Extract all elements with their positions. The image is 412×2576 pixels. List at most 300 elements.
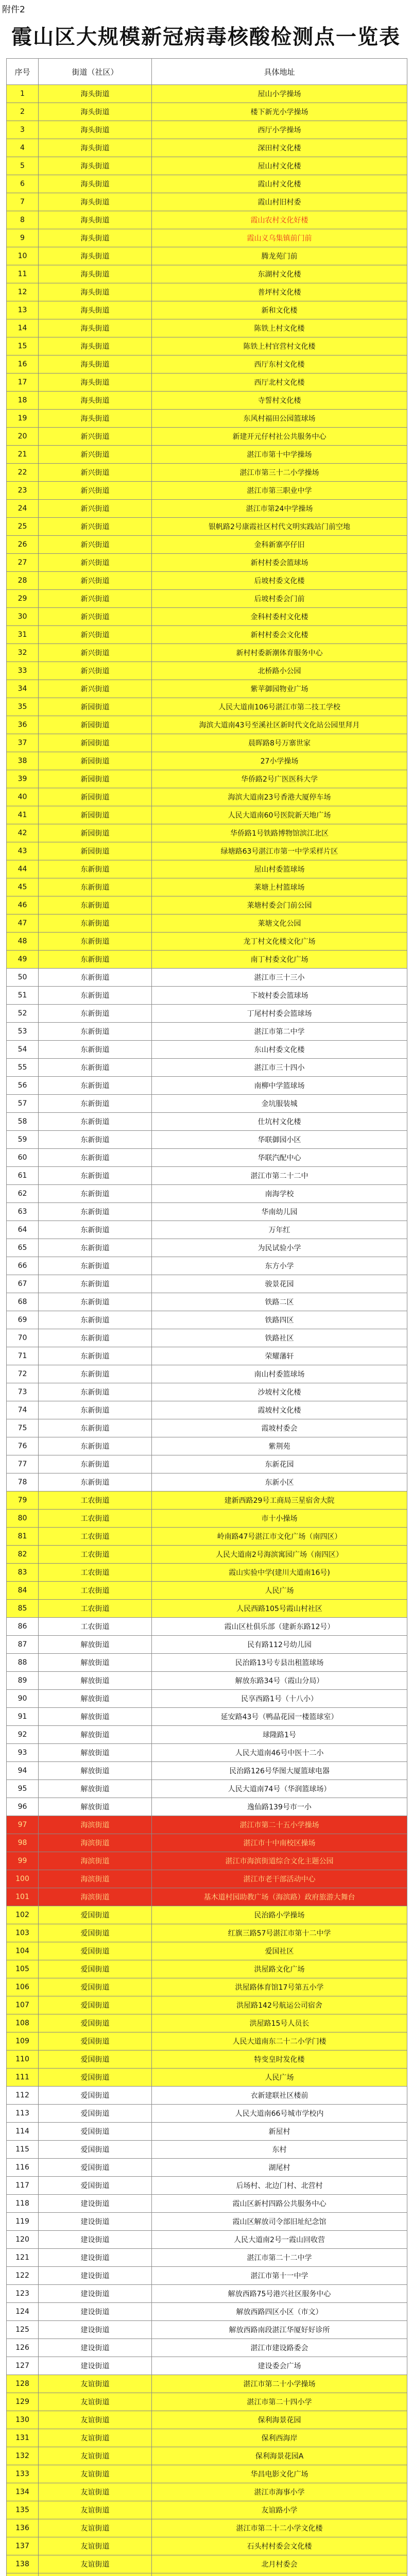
cell-serial-number: 50 [7,969,39,987]
table-row [7,680,407,698]
cell-address: 洪屋路142号航运公司宿舍 [152,1996,407,2014]
table-row [7,1762,407,1780]
cell-serial-number: 99 [7,1852,39,1870]
table-row [7,2339,407,2357]
cell-address: 丁尾村村委会篮球场 [152,1005,407,1023]
table-row [7,1960,407,1978]
cell-serial-number: 21 [7,446,39,464]
cell-serial-number: 122 [7,2267,39,2285]
cell-street: 爱国街道 [39,2159,152,2177]
cell-serial-number: 16 [7,355,39,374]
cell-address: 新村村委会文化楼 [152,626,407,644]
cell-serial-number: 20 [7,428,39,446]
cell-street: 友谊街道 [39,2501,152,2519]
table-row [7,608,407,626]
table-row [7,734,407,752]
cell-address: 晨晖路8号万寨世家 [152,734,407,752]
cell-street: 新兴街道 [39,536,152,554]
cell-street: 东新街道 [39,860,152,878]
table-row [7,1924,407,1942]
cell-serial-number: 133 [7,2465,39,2483]
cell-serial-number: 4 [7,139,39,157]
cell-address: 人民大道南106号湛江市第二技工学校 [152,698,407,716]
cell-serial-number: 106 [7,1978,39,1996]
cell-street: 东新街道 [39,1437,152,1455]
cell-address: 岭南路47号湛江市文化广场（南四区） [152,1528,407,1546]
cell-address: 霞山区新村四路公共服务中心 [152,2195,407,2213]
cell-street: 海头街道 [39,229,152,247]
cell-serial-number: 22 [7,464,39,482]
cell-serial-number: 89 [7,1672,39,1690]
cell-serial-number: 88 [7,1654,39,1672]
cell-serial-number: 76 [7,1437,39,1455]
cell-address: 洪屋路文化广场 [152,1960,407,1978]
table-row [7,1726,407,1744]
cell-address: 海滨大道南23号香港大厦停车场 [152,788,407,806]
cell-serial-number: 2 [7,103,39,121]
cell-address: 后坡村委会门前 [152,590,407,608]
table-row [7,121,407,139]
table-header-row [7,59,407,85]
cell-address: 东新花园 [152,1455,407,1473]
cell-address: 后场村、北边门村、北营村 [152,2177,407,2195]
cell-address: 后坡村委文化楼 [152,572,407,590]
cell-street: 工农街道 [39,1492,152,1510]
cell-serial-number: 117 [7,2177,39,2195]
cell-address: 湛江市第二十二小学文化楼 [152,2519,407,2537]
cell-serial-number: 118 [7,2195,39,2213]
table-row [7,2411,407,2429]
cell-address: 南山村委篮球场 [152,1365,407,1383]
cell-street: 爱国街道 [39,2050,152,2069]
cell-address: 人民西路105号霞山村社区 [152,1600,407,1618]
cell-serial-number: 5 [7,157,39,175]
cell-address: 铁路四区 [152,1311,407,1329]
table-row [7,1401,407,1419]
cell-serial-number: 68 [7,1293,39,1311]
cell-serial-number: 73 [7,1383,39,1401]
cell-serial-number: 116 [7,2159,39,2177]
cell-address: 球隆路1号 [152,1726,407,1744]
cell-street: 海头街道 [39,193,152,211]
table-row [7,482,407,500]
cell-serial-number: 60 [7,1149,39,1167]
cell-street: 新园街道 [39,770,152,788]
cell-street: 新兴街道 [39,428,152,446]
cell-serial-number: 103 [7,1924,39,1942]
table-row [7,914,407,933]
cell-address: 陈铁上村文化楼 [152,319,407,337]
cell-address: 湛江市老干部活动中心 [152,1870,407,1888]
cell-serial-number: 38 [7,752,39,770]
cell-address: 铁路社区 [152,1329,407,1347]
cell-serial-number: 75 [7,1419,39,1437]
cell-street: 东新街道 [39,1311,152,1329]
cell-serial-number: 119 [7,2213,39,2231]
cell-street: 爱国街道 [39,2141,152,2159]
cell-street: 爱国街道 [39,1978,152,1996]
cell-address: 南柳中学篮球场 [152,1077,407,1095]
cell-address: 龙丁村文化楼文化广场 [152,933,407,951]
cell-street: 新兴街道 [39,608,152,626]
table-row [7,554,407,572]
table-row [7,2519,407,2537]
cell-address: 湛江市第二中学 [152,1023,407,1041]
cell-serial-number: 66 [7,1257,39,1275]
cell-serial-number: 6 [7,175,39,193]
cell-street: 爱国街道 [39,2123,152,2141]
attachment-label: 附件2 [2,5,25,15]
cell-address: 解放西路四区小区（市文） [152,2303,407,2321]
cell-address: 西厅小学操场 [152,121,407,139]
cell-address: 逸仙路139号市一小 [152,1798,407,1816]
cell-address: 东湖村文化楼 [152,265,407,283]
table-row [7,410,407,428]
cell-address: 腾龙苑门前 [152,247,407,265]
table-row [7,518,407,536]
table-row [7,175,407,193]
table-row [7,446,407,464]
cell-street: 工农街道 [39,1546,152,1564]
cell-serial-number: 15 [7,337,39,355]
cell-serial-number: 129 [7,2393,39,2411]
cell-serial-number: 93 [7,1744,39,1762]
cell-address: 石头村村委会文化楼 [152,2537,407,2555]
table-row [7,2159,407,2177]
cell-street: 新园街道 [39,806,152,824]
table-row [7,1095,407,1113]
cell-street: 东新街道 [39,1203,152,1221]
cell-serial-number: 3 [7,121,39,139]
cell-serial-number: 67 [7,1275,39,1293]
table-row [7,1546,407,1564]
cell-street: 新园街道 [39,716,152,734]
cell-serial-number: 8 [7,211,39,229]
cell-address: 27小学操场 [152,752,407,770]
table-row [7,896,407,914]
cell-street: 友谊街道 [39,2465,152,2483]
cell-street: 海滨街道 [39,1870,152,1888]
cell-address: 解放西路75号港兴社区服务中心 [152,2285,407,2303]
cell-address: 东方小学 [152,1257,407,1275]
cell-address: 解放东路34号（霞山分局） [152,1672,407,1690]
table-row [7,662,407,680]
cell-serial-number: 123 [7,2285,39,2303]
cell-address: 新和文化楼 [152,301,407,319]
table-row [7,1888,407,1906]
cell-address: 霞山村文化楼 [152,175,407,193]
cell-street: 友谊街道 [39,2429,152,2447]
cell-address: 湛江市第十中学操场 [152,446,407,464]
cell-serial-number: 29 [7,590,39,608]
cell-serial-number: 30 [7,608,39,626]
table-row [7,500,407,518]
cell-address: 霞山区解放司令部旧址纪念馆 [152,2213,407,2231]
cell-street: 新园街道 [39,824,152,842]
cell-address: 保利海景花园 [152,2411,407,2429]
cell-serial-number: 27 [7,554,39,572]
cell-serial-number: 97 [7,1816,39,1834]
table-row [7,2573,407,2576]
cell-address: 湛江市第二十二中 [152,1167,407,1185]
table-row [7,1347,407,1365]
cell-serial-number: 71 [7,1347,39,1365]
table-row [7,374,407,392]
cell-serial-number: 58 [7,1113,39,1131]
header-address: 具体地址 [152,59,407,85]
cell-address: 楼下新光小学操场 [152,103,407,121]
table-row [7,1798,407,1816]
cell-street: 东新街道 [39,1149,152,1167]
cell-address: 爱国社区 [152,1942,407,1960]
table-row [7,157,407,175]
cell-street: 解放街道 [39,1762,152,1780]
cell-street: 新兴街道 [39,500,152,518]
cell-serial-number: 56 [7,1077,39,1095]
table-row [7,770,407,788]
cell-street: 工农街道 [39,1510,152,1528]
cell-serial-number: 121 [7,2249,39,2267]
table-row [7,2447,407,2465]
cell-serial-number: 92 [7,1726,39,1744]
cell-street: 新兴街道 [39,626,152,644]
table-row [7,337,407,355]
cell-address: 南海学校 [152,1185,407,1203]
cell-street: 新兴街道 [39,482,152,500]
header-serial-number: 序号 [7,59,39,85]
cell-street: 东新街道 [39,1239,152,1257]
cell-street: 建设街道 [39,2231,152,2249]
table-row [7,1005,407,1023]
cell-street: 东新街道 [39,951,152,969]
cell-serial-number: 70 [7,1329,39,1347]
cell-address: 金科村委村文化楼 [152,608,407,626]
table-row [7,428,407,446]
cell-serial-number: 64 [7,1221,39,1239]
table-row [7,301,407,319]
table-row [7,247,407,265]
cell-serial-number: 7 [7,193,39,211]
cell-street: 东新街道 [39,1473,152,1492]
cell-address: 洪屋路体育馆17号第五小学 [152,1978,407,1996]
table-row [7,969,407,987]
cell-street: 海滨街道 [39,1852,152,1870]
cell-street: 东新街道 [39,1041,152,1059]
table-row [7,1852,407,1870]
cell-street: 工农街道 [39,1564,152,1582]
table-row [7,1275,407,1293]
cell-serial-number: 134 [7,2483,39,2501]
cell-street: 海滨街道 [39,1816,152,1834]
table-row [7,2231,407,2249]
cell-serial-number: 52 [7,1005,39,1023]
cell-address: 深田村文化楼 [152,139,407,157]
cell-serial-number: 1 [7,85,39,103]
cell-serial-number: 105 [7,1960,39,1978]
cell-address: 特变皇时发化楼 [152,2050,407,2069]
cell-street: 解放街道 [39,1636,152,1654]
table-row [7,752,407,770]
table-row [7,987,407,1005]
cell-serial-number: 62 [7,1185,39,1203]
table-row [7,2014,407,2032]
cell-serial-number: 83 [7,1564,39,1582]
cell-street: 解放街道 [39,1726,152,1744]
cell-street: 东新街道 [39,1383,152,1401]
cell-street: 友谊街道 [39,2483,152,2501]
table-row [7,644,407,662]
cell-street: 新园街道 [39,734,152,752]
cell-address: 民有路112号幼儿园 [152,1636,407,1654]
table-row [7,2285,407,2303]
table-row [7,283,407,301]
cell-serial-number: 77 [7,1455,39,1473]
table-row [7,1528,407,1546]
cell-street: 海头街道 [39,85,152,103]
cell-serial-number: 28 [7,572,39,590]
cell-serial-number: 40 [7,788,39,806]
table-row [7,319,407,337]
cell-serial-number: 107 [7,1996,39,2014]
cell-street: 新兴街道 [39,446,152,464]
cell-address: 海滨大道南43号至溪社区新时代文化站公园里拜月 [152,716,407,734]
cell-street [39,2573,152,2576]
table-row [7,103,407,121]
cell-serial-number: 46 [7,896,39,914]
cell-address: 民治路13号专县出租篮球场 [152,1654,407,1672]
cell-street: 东新街道 [39,1005,152,1023]
cell-address: 湛江市建设路委会 [152,2339,407,2357]
cell-address: 北桥路小公园 [152,662,407,680]
cell-address: 湛江市三十三小 [152,969,407,987]
cell-street: 新园街道 [39,752,152,770]
table-row [7,2321,407,2339]
cell-street: 爱国街道 [39,1906,152,1924]
cell-serial-number: 74 [7,1401,39,1419]
cell-street: 爱国街道 [39,2087,152,2105]
cell-address: 仕坑村文化楼 [152,1113,407,1131]
cell-address: 铁路二区 [152,1293,407,1311]
cell-serial-number: 101 [7,1888,39,1906]
cell-address: 屋山村文化楼 [152,157,407,175]
cell-street: 海头街道 [39,301,152,319]
cell-street: 爱国街道 [39,2105,152,2123]
cell-street: 友谊街道 [39,2555,152,2573]
cell-serial-number: 69 [7,1311,39,1329]
cell-serial-number: 113 [7,2105,39,2123]
table-row [7,2249,407,2267]
cell-serial-number: 90 [7,1690,39,1708]
cell-address: 新村村委会篮球场 [152,554,407,572]
cell-address: 湛江市海滨街道综合文化主题公园 [152,1852,407,1870]
cell-street: 海头街道 [39,247,152,265]
cell-address: 绿塘路63号湛江市第一中学采样片区 [152,842,407,860]
cell-serial-number: 55 [7,1059,39,1077]
table-row [7,1473,407,1492]
cell-street: 新兴街道 [39,680,152,698]
table-row [7,1059,407,1077]
header-street: 街道（社区） [39,59,152,85]
cell-address: 人民大道南2号海滨寓园广场（南四区） [152,1546,407,1564]
cell-serial-number: 111 [7,2069,39,2087]
cell-serial-number: 112 [7,2087,39,2105]
cell-street: 建设街道 [39,2357,152,2375]
cell-address: 紫荆苑 [152,1437,407,1455]
table-row [7,1419,407,1437]
table-row [7,1582,407,1600]
cell-street: 工农街道 [39,1618,152,1636]
table-row [7,1564,407,1582]
table-row [7,265,407,283]
table-row [7,698,407,716]
cell-street: 解放街道 [39,1798,152,1816]
table-row [7,951,407,969]
cell-street: 解放街道 [39,1780,152,1798]
cell-address: 东新小区 [152,1473,407,1492]
cell-street: 东新街道 [39,1293,152,1311]
cell-serial-number: 63 [7,1203,39,1221]
cell-street: 建设街道 [39,2303,152,2321]
table-row [7,2375,407,2393]
cell-serial-number: 78 [7,1473,39,1492]
cell-street: 东新街道 [39,1167,152,1185]
table-row [7,2195,407,2213]
table-row [7,806,407,824]
table-row [7,1293,407,1311]
table-row [7,1834,407,1852]
cell-street: 东新街道 [39,1023,152,1041]
page-title: 霞山区大规模新冠病毒核酸检测点一览表 [11,25,401,49]
cell-street: 爱国街道 [39,1924,152,1942]
cell-address: 民治路126号华图大厦篮球电器 [152,1762,407,1780]
cell-address: 霞山农村文化好楼 [152,211,407,229]
cell-address: 湛江市第三职业中学 [152,482,407,500]
cell-serial-number: 47 [7,914,39,933]
cell-address: 基木道村园助教广场（海滨路）政府旅游大舞台 [152,1888,407,1906]
cell-address: 屋山村委篮球场 [152,860,407,878]
cell-street: 东新街道 [39,1095,152,1113]
table-row [7,2123,407,2141]
cell-address: 莱塘村委会门前公园 [152,896,407,914]
cell-serial-number: 23 [7,482,39,500]
cell-serial-number: 100 [7,1870,39,1888]
cell-serial-number: 91 [7,1708,39,1726]
cell-street: 建设街道 [39,2213,152,2231]
table-row [7,590,407,608]
cell-street: 东新街道 [39,1329,152,1347]
cell-serial-number: 59 [7,1131,39,1149]
table-row [7,572,407,590]
cell-serial-number: 85 [7,1600,39,1618]
cell-street: 东新街道 [39,896,152,914]
cell-street: 海头街道 [39,211,152,229]
table-row [7,2393,407,2411]
cell-street: 工农街道 [39,1582,152,1600]
cell-address: 民治路小学操场 [152,1906,407,1924]
table-row [7,2069,407,2087]
cell-serial-number: 57 [7,1095,39,1113]
cell-serial-number: 19 [7,410,39,428]
cell-serial-number: 95 [7,1780,39,1798]
cell-serial-number: 137 [7,2537,39,2555]
table-row [7,139,407,157]
cell-address: 人民大道南74号（华润篮球场） [152,1780,407,1798]
cell-serial-number: 72 [7,1365,39,1383]
cell-street: 新兴街道 [39,464,152,482]
cell-serial-number: 81 [7,1528,39,1546]
cell-street: 东新街道 [39,1113,152,1131]
cell-address: 莱塘文化公园 [152,914,407,933]
